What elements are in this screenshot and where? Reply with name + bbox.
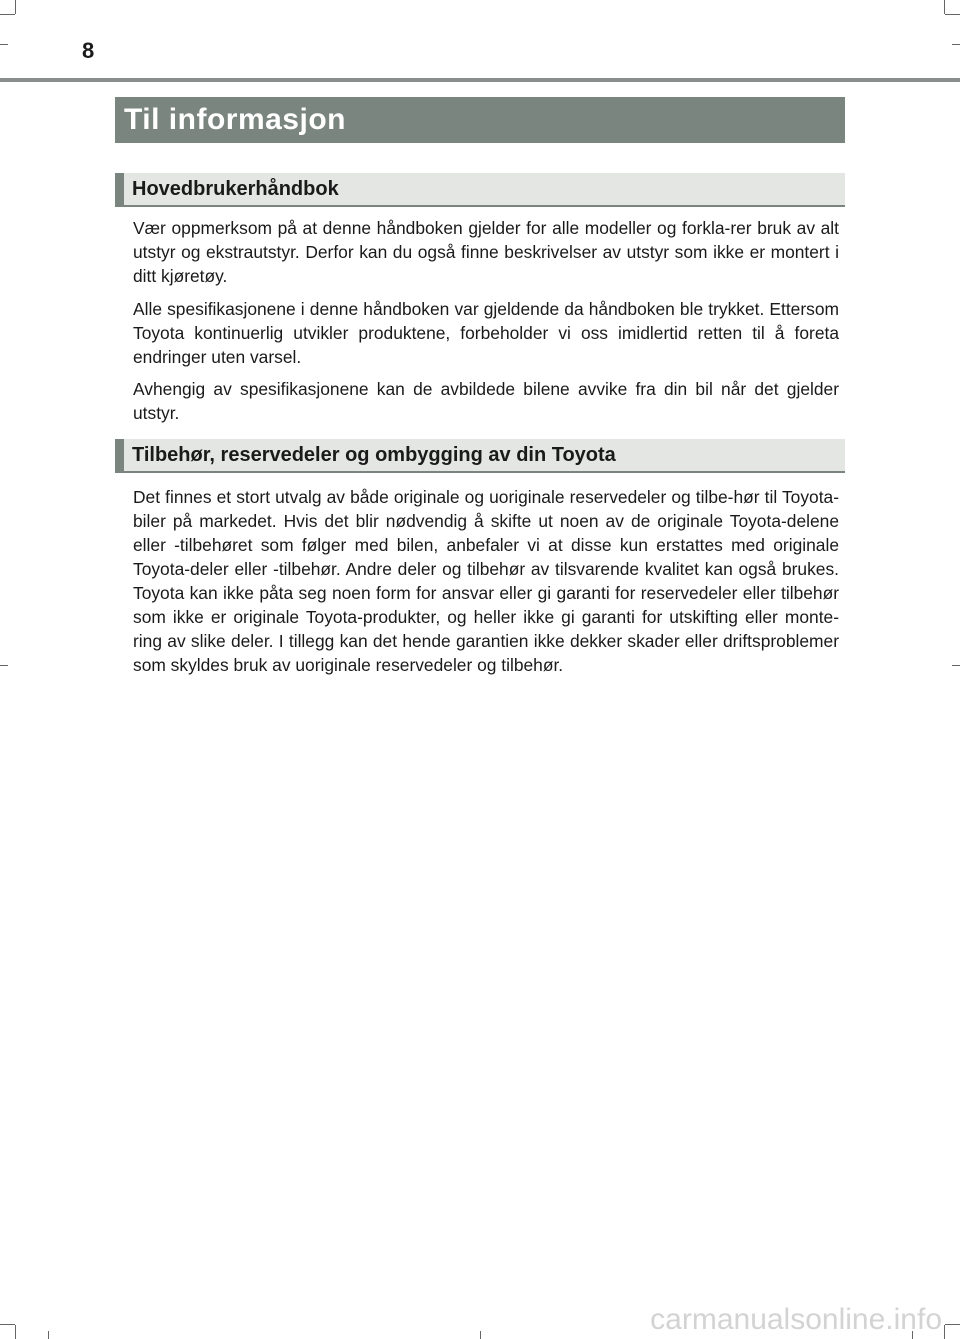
crop-mark bbox=[0, 665, 8, 666]
paragraph: Alle spesifikasjonene i denne håndboken var gjeldende da håndboken ble trykket. Ettersom Toyota kontinuerlig utvikler produktene, forbeholder vi oss imidlertid retten til å foreta endringer uten varsel. bbox=[133, 299, 839, 367]
crop-mark bbox=[944, 0, 945, 14]
paragraph: Det finnes et stort utvalg av både originale og uoriginale reservedeler og tilbe-hør til Toyota-biler på markedet. Hvis det blir nødvendig å skifte ut noen av de originale Toyota-delene eller -tilbehøret som følger med bilen, anbefaler vi at disse kun erstattes med originale Toyota-deler eller -tilbehør. Andre deler og tilbehør av tilsvarende kvalitet kan også brukes. Toyota kan ikke påta seg noen form for ansvar eller gi garanti for reservedeler eller tilbehør som ikke er originale Toyota-produkter, og heller ikke gi garanti for utskifting eller monte-ring av slike deler. I tillegg kan det hende garantien ikke dekker skader eller driftsproblemer som skyldes bruk av uoriginale reservedeler og tilbehør. bbox=[133, 487, 839, 675]
crop-mark bbox=[944, 1325, 945, 1339]
crop-mark bbox=[0, 14, 15, 15]
paragraph: Avhengig av spesifikasjonene kan de avbildede bilene avvike fra din bil når det gjelder utstyr. bbox=[133, 379, 839, 423]
watermark: carmanualsonline.info bbox=[650, 1303, 942, 1336]
page-number: 8 bbox=[82, 38, 95, 63]
crop-mark bbox=[952, 44, 960, 45]
crop-mark bbox=[945, 1324, 960, 1325]
crop-mark bbox=[0, 1324, 15, 1325]
crop-mark bbox=[480, 1331, 481, 1339]
paragraph: Vær oppmerksom på at denne håndboken gjelder for alle modeller og forkla-rer bruk av alt utstyr og ekstrautstyr. Derfor kan du også finne beskrivelser av utstyr som ikke er montert i ditt kjøretøy. bbox=[133, 218, 839, 286]
crop-mark bbox=[0, 44, 8, 45]
section-heading-main-manual: Hovedbrukerhåndbok bbox=[115, 173, 845, 207]
crop-mark bbox=[15, 1325, 16, 1339]
header-rule bbox=[0, 78, 960, 82]
crop-mark bbox=[945, 14, 960, 15]
crop-mark bbox=[15, 0, 16, 14]
crop-mark bbox=[48, 1331, 49, 1339]
chapter-title: Til informasjon bbox=[115, 97, 845, 143]
crop-mark bbox=[952, 665, 960, 666]
section-heading-accessories: Tilbehør, reservedeler og ombygging av din Toyota bbox=[115, 439, 845, 473]
